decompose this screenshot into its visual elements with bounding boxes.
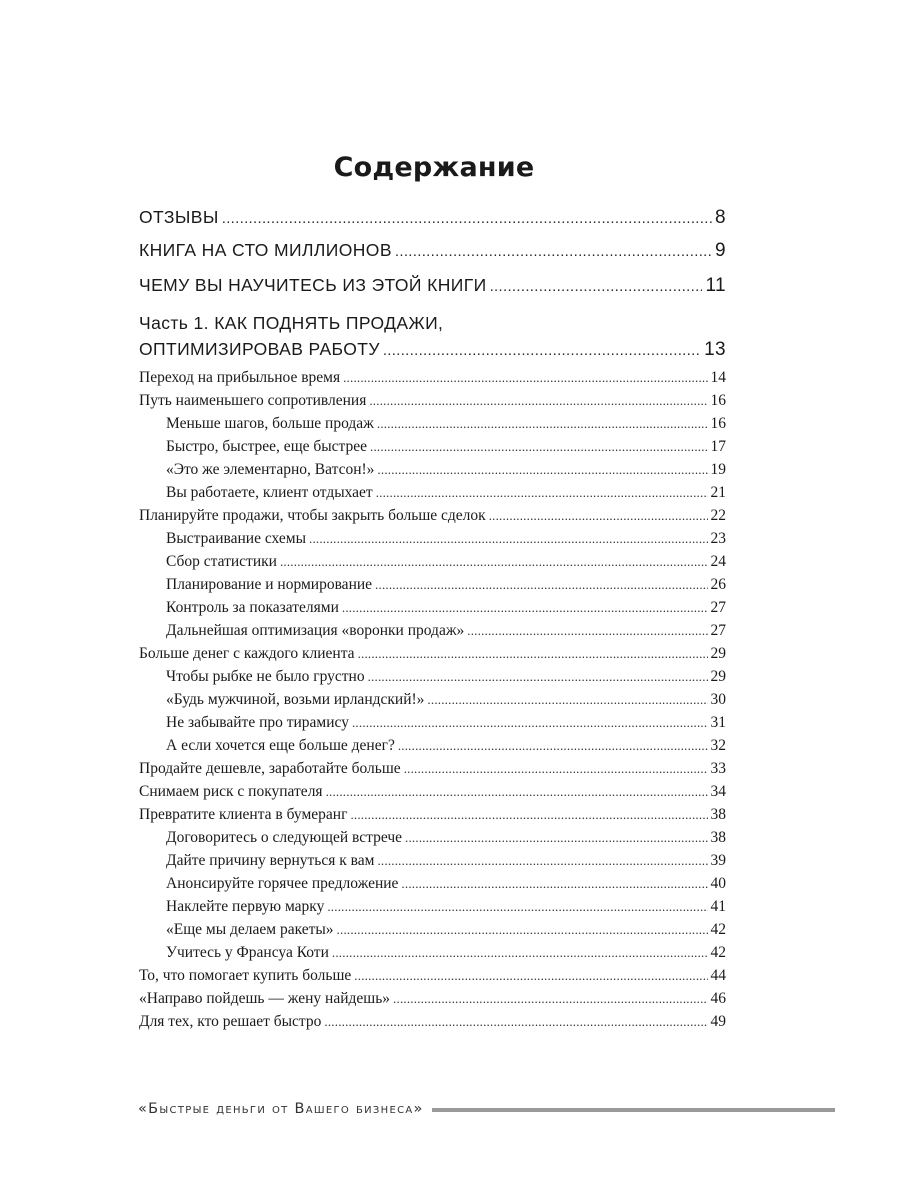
toc-subsection-11[interactable] — [166, 622, 726, 640]
toc-section-label: «Еще мы делаем ракеты» — [166, 921, 334, 938]
dot-leader — [370, 439, 707, 455]
dot-leader — [358, 646, 708, 662]
toc-entry-hundred-million-book[interactable] — [139, 240, 726, 262]
dot-leader — [350, 807, 707, 823]
toc-section-page: 44 — [710, 967, 726, 984]
dot-leader — [393, 991, 707, 1007]
dot-leader — [343, 370, 707, 386]
toc-section-label: Учитесь у Франсуа Коти — [166, 944, 329, 961]
toc-section-page: 19 — [710, 461, 726, 478]
toc-subsection-4[interactable] — [166, 461, 726, 479]
toc-section-label: Быстро, быстрее, еще быстрее — [166, 438, 368, 455]
toc-section-label: «Будь мужчиной, возьми ирландский!» — [166, 691, 425, 708]
toc-subsection-13[interactable] — [166, 668, 726, 686]
page-title: Содержание — [333, 152, 535, 183]
toc-section-17[interactable] — [139, 760, 726, 778]
toc-section-label: Продайте дешевле, заработайте больше — [139, 760, 401, 777]
dot-leader — [369, 393, 707, 409]
toc-section-label: Планируйте продажи, чтобы закрыть больше сделок — [139, 507, 486, 524]
dot-leader — [398, 738, 708, 754]
toc-section-18[interactable] — [139, 783, 726, 801]
toc-subsection-2[interactable] — [166, 415, 726, 433]
toc-section-label: А если хочется еще больше денег? — [166, 737, 395, 754]
dot-leader — [377, 853, 707, 869]
dot-leader — [352, 715, 708, 731]
toc-subsection-9[interactable] — [166, 576, 726, 594]
toc-entry-page: 9 — [715, 240, 726, 261]
footer-book-title: «Быстрые деньги от Вашего бизнеса» — [138, 1101, 424, 1117]
toc-subsection-24[interactable] — [166, 921, 726, 939]
toc-subsection-10[interactable] — [166, 599, 726, 617]
toc-section-label: Дальнейшая оптимизация «воронки продаж» — [166, 622, 465, 639]
toc-entry-label: ЧЕМУ ВЫ НАУЧИТЕСЬ ИЗ ЭТОЙ КНИГИ — [139, 275, 487, 295]
toc-subsection-16[interactable] — [166, 737, 726, 755]
toc-section-page: 41 — [710, 898, 726, 915]
toc-subsection-22[interactable] — [166, 875, 726, 893]
dot-leader — [342, 600, 708, 616]
dot-leader — [376, 485, 708, 501]
toc-subsection-8[interactable] — [166, 553, 726, 571]
dot-leader — [427, 692, 707, 708]
toc-entry-label: ОТЗЫВЫ — [139, 207, 219, 227]
toc-subsection-15[interactable] — [166, 714, 726, 732]
toc-section-page: 29 — [710, 668, 726, 685]
toc-section-label: «Направо пойдешь — жену найдешь» — [139, 990, 391, 1007]
toc-subsection-25[interactable] — [166, 944, 726, 962]
toc-section-label: Для тех, кто решает быстро — [139, 1013, 322, 1030]
dot-leader — [280, 554, 708, 570]
toc-section-page: 38 — [710, 806, 726, 823]
part-heading-line2: ОПТИМИЗИРОВАВ РАБОТУ — [139, 339, 380, 359]
toc-subsection-23[interactable] — [166, 898, 726, 916]
toc-subsection-3[interactable] — [166, 438, 726, 456]
toc-entry-part-1[interactable] — [139, 339, 726, 361]
dot-leader — [326, 784, 708, 800]
dot-leader — [375, 577, 707, 593]
toc-section-page: 24 — [710, 553, 726, 570]
toc-section-page: 29 — [710, 645, 726, 662]
toc-section-19[interactable] — [139, 806, 726, 824]
toc-entry-page: 11 — [705, 275, 726, 296]
toc-section-page: 23 — [710, 530, 726, 547]
toc-section-label: Дайте причину вернуться к вам — [166, 852, 375, 869]
toc-subsection-21[interactable] — [166, 852, 726, 870]
toc-section-label: То, что помогает купить больше — [139, 967, 352, 984]
dot-leader — [383, 342, 701, 359]
dot-leader — [332, 945, 708, 961]
toc-section-page: 42 — [710, 921, 726, 938]
toc-section-label: Меньше шагов, больше продаж — [166, 415, 374, 432]
toc-entry-label: КНИГА НА СТО МИЛЛИОНОВ — [139, 240, 392, 260]
dot-leader — [404, 761, 708, 777]
toc-entry-what-you-learn[interactable] — [139, 275, 726, 297]
toc-section-page: 30 — [710, 691, 726, 708]
toc-section-page: 16 — [710, 415, 726, 432]
toc-subsection-20[interactable] — [166, 829, 726, 847]
dot-leader — [377, 416, 708, 432]
dot-leader — [222, 210, 712, 227]
dot-leader — [489, 508, 708, 524]
toc-section-label: Выстраивание схемы — [166, 530, 306, 547]
toc-section-page: 16 — [710, 392, 726, 409]
toc-section-6[interactable] — [139, 507, 726, 525]
toc-section-label: Контроль за показателями — [166, 599, 339, 616]
dot-leader — [324, 1014, 707, 1030]
toc-section-1[interactable] — [139, 392, 726, 410]
toc-section-label: Превратите клиента в бумеранг — [139, 806, 348, 823]
toc-section-page: 14 — [710, 369, 726, 386]
dot-leader — [490, 278, 703, 295]
toc-section-page: 39 — [710, 852, 726, 869]
toc-section-page: 26 — [710, 576, 726, 593]
toc-section-page: 32 — [710, 737, 726, 754]
toc-section-label: Анонсируйте горячее предложение — [166, 875, 399, 892]
running-footer — [138, 1101, 835, 1117]
toc-section-page: 22 — [710, 507, 726, 524]
toc-section-page: 46 — [710, 990, 726, 1007]
toc-section-label: Больше денег с каждого клиента — [139, 645, 355, 662]
toc-entry-page: 13 — [704, 339, 726, 360]
toc-section-page: 17 — [710, 438, 726, 455]
toc-section-label: Договоритесь о следующей встрече — [166, 829, 403, 846]
toc-section-label: Вы работаете, клиент отдыхает — [166, 484, 373, 501]
toc-section-label: Не забывайте про тирамису — [166, 714, 349, 731]
part-heading-line1: Часть 1. КАК ПОДНЯТЬ ПРОДАЖИ, — [139, 313, 444, 333]
dot-leader — [337, 922, 708, 938]
toc-section-page: 38 — [710, 829, 726, 846]
toc-section-page: 21 — [710, 484, 726, 501]
toc-section-0[interactable] — [139, 369, 726, 387]
toc-entry-page: 8 — [715, 207, 726, 228]
toc-section-label: Чтобы рыбке не было грустно — [166, 668, 365, 685]
toc-entry-reviews[interactable] — [139, 207, 726, 229]
toc-subsection-7[interactable] — [166, 530, 726, 548]
toc-section-28[interactable] — [139, 1013, 726, 1031]
dot-leader — [467, 623, 707, 639]
dot-leader — [354, 968, 707, 984]
toc-section-label: Путь наименьшего сопротивления — [139, 392, 367, 409]
toc-section-page: 27 — [710, 622, 726, 639]
toc-subsection-14[interactable] — [166, 691, 726, 709]
toc-section-page: 40 — [710, 875, 726, 892]
toc-section-page: 42 — [710, 944, 726, 961]
toc-section-page: 27 — [710, 599, 726, 616]
dot-leader — [405, 830, 707, 846]
toc-section-label: Планирование и нормирование — [166, 576, 373, 593]
toc-section-label: «Это же элементарно, Ватсон!» — [166, 461, 375, 478]
footer-rule — [432, 1108, 835, 1112]
toc-section-label: Сбор статистики — [166, 553, 277, 570]
toc-section-page: 49 — [710, 1013, 726, 1030]
toc-section-page: 34 — [710, 783, 726, 800]
dot-leader — [368, 669, 708, 685]
toc-section-26[interactable] — [139, 967, 726, 985]
dot-leader — [327, 899, 707, 915]
toc-section-label: Переход на прибыльное время — [139, 369, 341, 386]
dot-leader — [401, 876, 707, 892]
toc-section-12[interactable] — [139, 645, 726, 663]
toc-section-page: 33 — [710, 760, 726, 777]
toc-section-page: 31 — [710, 714, 726, 731]
toc-subsection-5[interactable] — [166, 484, 726, 502]
toc-section-label: Снимаем риск с покупателя — [139, 783, 323, 800]
dot-leader — [395, 243, 712, 260]
toc-section-label: Наклейте первую марку — [166, 898, 325, 915]
toc-section-27[interactable] — [139, 990, 726, 1008]
dot-leader — [309, 531, 708, 547]
dot-leader — [377, 462, 707, 478]
